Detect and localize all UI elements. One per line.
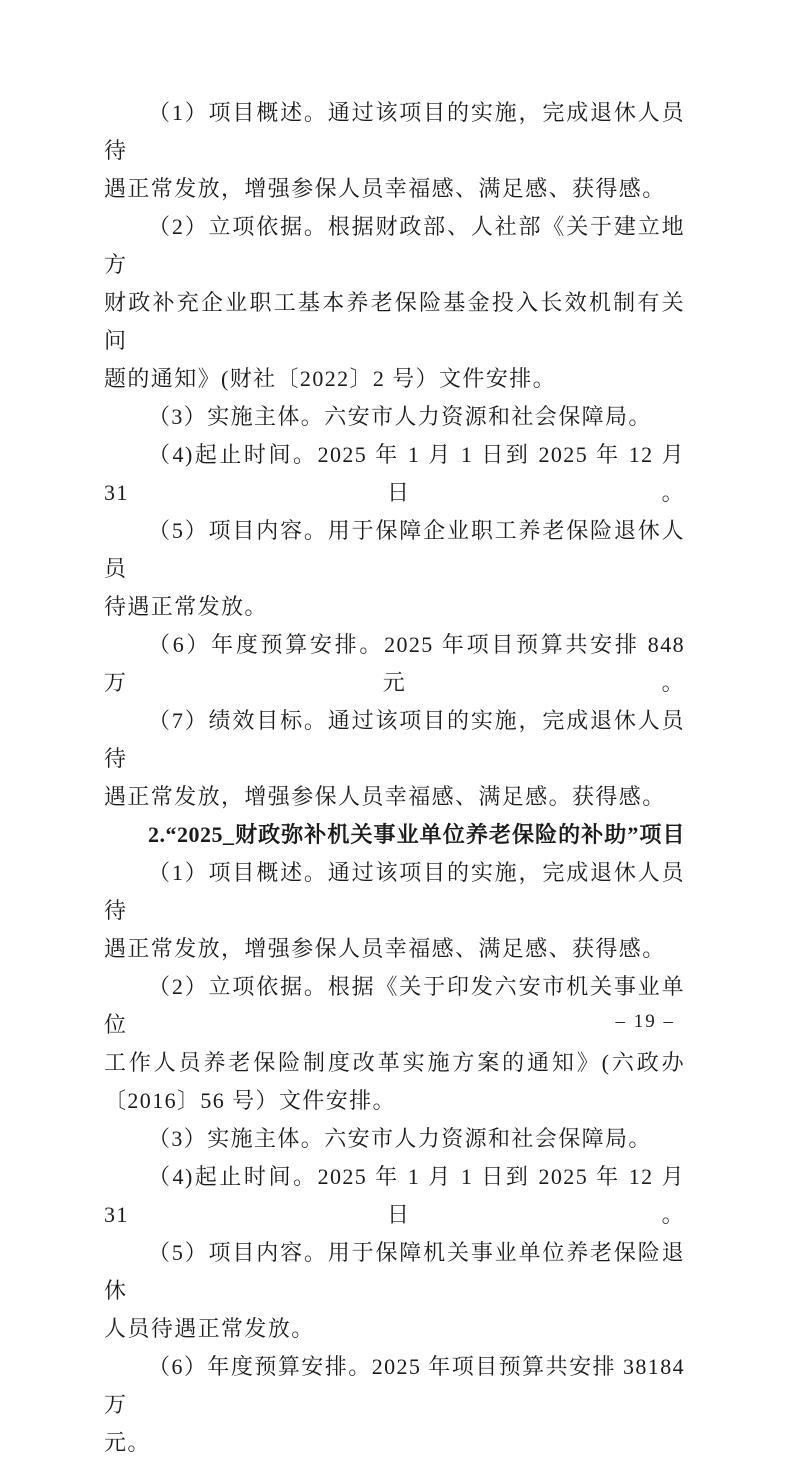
paragraph — [104, 94, 685, 208]
text-line: （4)起止时间。2025 年 1 月 1 日到 2025 年 12 月 31 日。 — [104, 442, 685, 505]
section-heading — [104, 816, 685, 854]
paragraph — [104, 208, 685, 398]
paragraph — [104, 968, 685, 1120]
text-line: 2.“2025_财政弥补机关事业单位养老保险的补助”项目 — [148, 822, 685, 847]
text-line: （3）实施主体。六安市人力资源和社会保障局。 — [148, 404, 652, 429]
text-line: （1）项目概述。通过该项目的实施，完成退休人员待 — [104, 860, 685, 923]
text-line: （6）年度预算安排。2025 年项目预算共安排 848 万元。 — [104, 632, 685, 695]
paragraph — [104, 1234, 685, 1348]
text-line: 财政补充企业职工基本养老保险基金投入长效机制有关问 — [104, 290, 685, 353]
text-line: （2）立项依据。根据财政部、人社部《关于建立地方 — [104, 214, 685, 277]
text-line: （2）立项依据。根据《关于印发六安市机关事业单位 — [104, 974, 685, 1037]
text-line: 题的通知》(财社〔2022〕2 号）文件安排。 — [104, 366, 557, 391]
text-line: 待遇正常发放。 — [104, 594, 268, 619]
page-number: – 19 – — [615, 1011, 675, 1032]
text-line: 〔2016〕56 号）文件安排。 — [104, 1088, 396, 1113]
text-line: 元。 — [104, 1430, 151, 1455]
paragraph — [104, 1158, 685, 1234]
document-body — [104, 94, 685, 1462]
paragraph — [104, 436, 685, 512]
text-line: （4)起止时间。2025 年 1 月 1 日到 2025 年 12 月 31 日。 — [104, 1164, 685, 1227]
text-line: 人员待遇正常发放。 — [104, 1316, 315, 1341]
text-line: 遇正常发放，增强参保人员幸福感、满足感、获得感。 — [104, 176, 666, 201]
paragraph — [104, 626, 685, 702]
paragraph — [104, 702, 685, 816]
paragraph — [104, 512, 685, 626]
text-line: （5）项目内容。用于保障企业职工养老保险退休人员 — [104, 518, 685, 581]
text-line: （1）项目概述。通过该项目的实施，完成退休人员待 — [104, 100, 685, 163]
text-line: （3）实施主体。六安市人力资源和社会保障局。 — [148, 1126, 652, 1151]
paragraph — [104, 1120, 685, 1158]
text-line: （5）项目内容。用于保障机关事业单位养老保险退休 — [104, 1240, 685, 1303]
paragraph — [104, 398, 685, 436]
paragraph — [104, 1348, 685, 1462]
text-line: （6）年度预算安排。2025 年项目预算共安排 38184 万 — [104, 1354, 685, 1417]
paragraph — [104, 854, 685, 968]
text-line: （7）绩效目标。通过该项目的实施，完成退休人员待 — [104, 708, 685, 771]
text-line: 遇正常发放，增强参保人员幸福感、满足感、获得感。 — [104, 936, 666, 961]
text-line: 遇正常发放，增强参保人员幸福感、满足感。获得感。 — [104, 784, 666, 809]
text-line: 工作人员养老保险制度改革实施方案的通知》(六政办 — [104, 1050, 685, 1075]
